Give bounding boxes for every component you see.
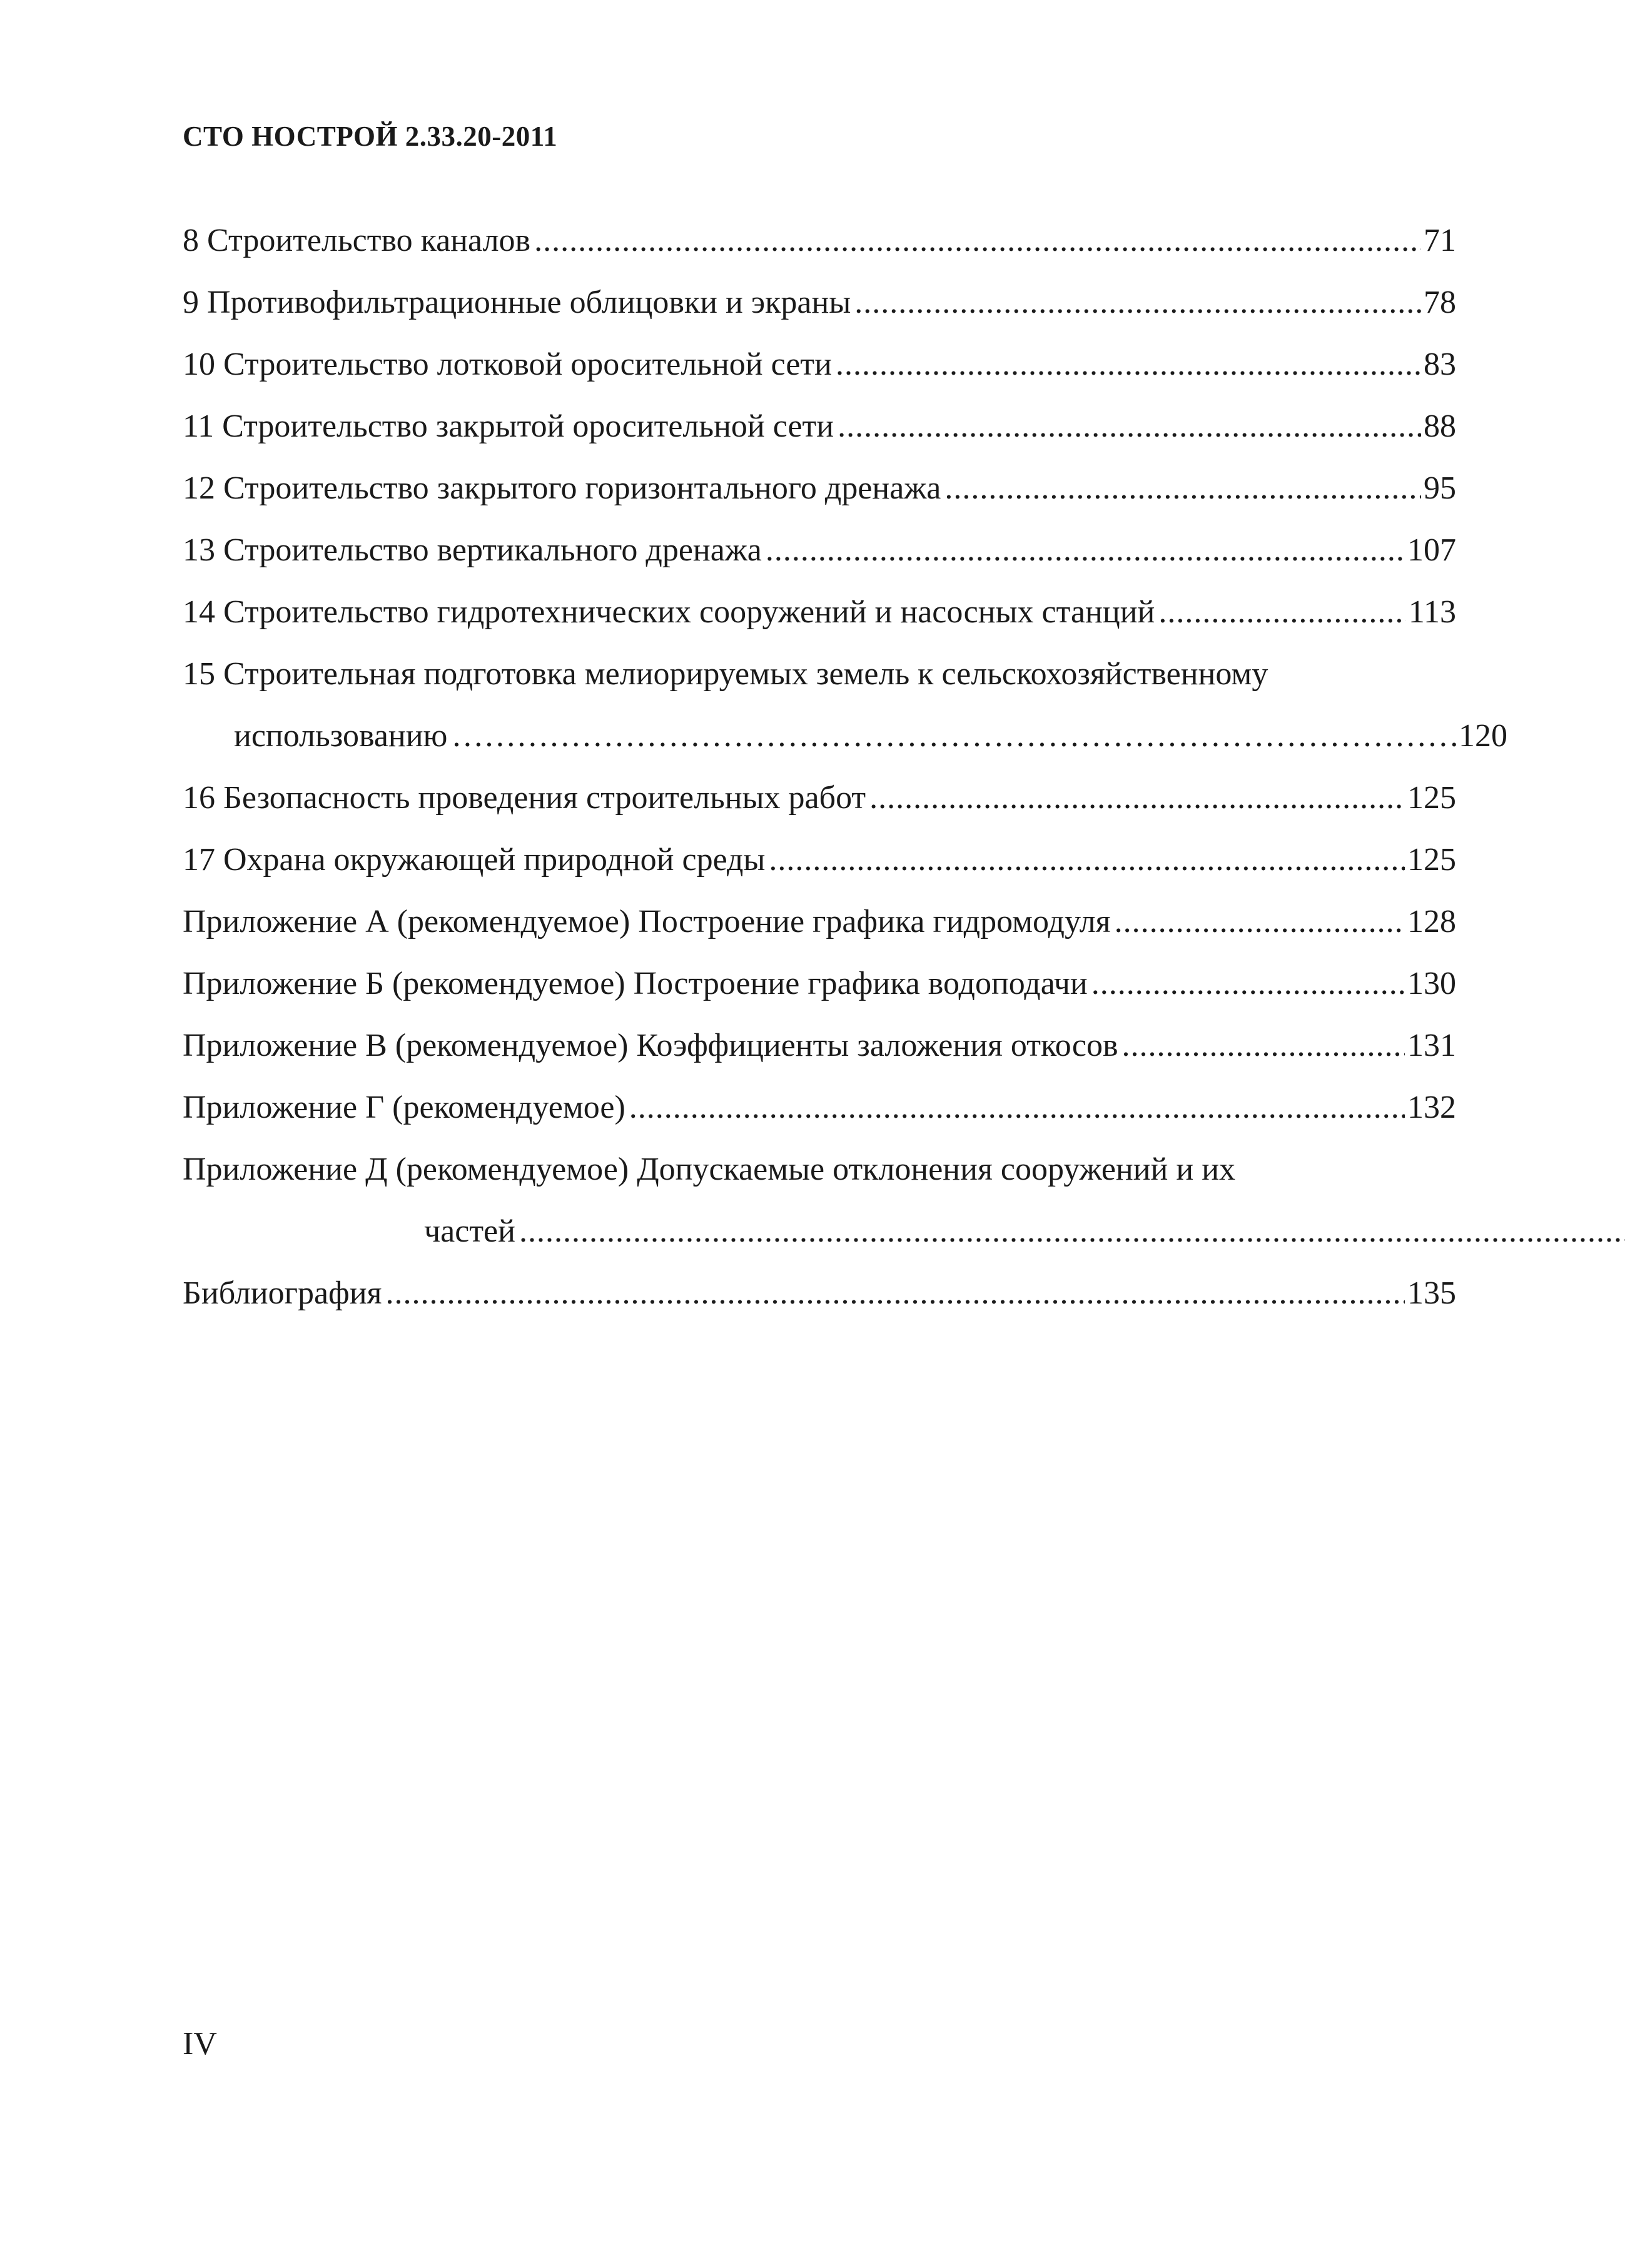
toc-entry[interactable] (183, 519, 1456, 581)
toc-entry-title: Приложение Г (рекомендуемое) (183, 1090, 625, 1125)
toc-entry-title: 17 Охрана окружающей природной среды (183, 842, 766, 878)
toc-entry-title: Приложение В (рекомендуемое) Коэффициенты заложения откосов (183, 1028, 1118, 1063)
toc-leader-dots (854, 271, 1421, 333)
toc-entry-title-line1: Приложение Д (рекомендуемое) Допускаемые отклонения сооружений и их (183, 1152, 1236, 1187)
toc-entry-title: Библиография (183, 1275, 382, 1311)
toc-entry[interactable] (183, 457, 1456, 519)
toc-entry[interactable] (183, 1262, 1456, 1324)
toc-entry[interactable] (183, 581, 1456, 643)
toc-entry[interactable] (183, 395, 1456, 457)
toc-entry-page: 88 (1424, 408, 1456, 444)
toc-entry-page: 95 (1424, 470, 1456, 506)
toc-entry-page: 125 (1407, 842, 1456, 878)
toc-leader-dots (838, 395, 1421, 457)
toc-leader-dots (1122, 1015, 1405, 1076)
toc-entry-title-line2: использованию (234, 718, 448, 754)
toc-leader-dots (534, 210, 1421, 271)
toc-entry-title: 14 Строительство гидротехнических сооружений и насосных станций (183, 594, 1155, 630)
toc-entry-title-line1: 15 Строительная подготовка мелиорируемых земель к сельскохозяйственному (183, 656, 1268, 692)
toc-entry-title: Приложение А (рекомендуемое) Построение графика гидромодуля (183, 904, 1111, 939)
toc-entry-continuation[interactable] (183, 705, 1507, 767)
toc-entry[interactable] (183, 333, 1456, 395)
toc-entry-title: 10 Строительство лотковой оросительной сети (183, 347, 832, 382)
document-code-header: СТО НОСТРОЙ 2.33.20-2011 (183, 121, 558, 152)
table-of-contents (183, 210, 1507, 1324)
toc-leader-dots (1158, 581, 1406, 643)
toc-entry[interactable] (183, 767, 1456, 829)
toc-leader-dots (1115, 891, 1405, 953)
toc-entry-title: 13 Строительство вертикального дренажа (183, 532, 762, 568)
toc-entry-continuation[interactable] (183, 1200, 1456, 1262)
toc-entry-title-line2: частей (424, 1213, 515, 1249)
toc-leader-dots (836, 333, 1421, 395)
toc-entry[interactable] (183, 953, 1456, 1015)
toc-entry-page: 128 (1407, 904, 1456, 939)
toc-entry-multiline[interactable] (183, 1138, 1456, 1200)
toc-entry[interactable] (183, 271, 1456, 333)
toc-leader-dots (451, 705, 1456, 767)
toc-leader-dots (944, 457, 1421, 519)
page-number: IV (183, 2026, 217, 2062)
toc-entry-page: 78 (1424, 285, 1456, 320)
toc-entry-page: 125 (1407, 780, 1456, 816)
toc-entry-title: 16 Безопасность проведения строительных работ (183, 780, 866, 816)
toc-leader-dots (385, 1262, 1405, 1324)
toc-entry[interactable] (183, 891, 1456, 953)
toc-entry-page: 113 (1408, 594, 1456, 630)
toc-leader-dots (629, 1076, 1405, 1138)
toc-leader-dots (769, 829, 1405, 891)
toc-entry-page: 132 (1407, 1090, 1456, 1125)
toc-entry-multiline[interactable] (183, 643, 1456, 705)
toc-entry-page: 83 (1424, 347, 1456, 382)
toc-entry-title: 8 Строительство каналов (183, 223, 531, 258)
toc-entry-page: 107 (1407, 532, 1456, 568)
toc-entry[interactable] (183, 829, 1456, 891)
toc-entry-title: 11 Строительство закрытой оросительной сети (183, 408, 834, 444)
toc-leader-dots (1091, 953, 1405, 1015)
toc-entry-page: 131 (1407, 1028, 1456, 1063)
toc-leader-dots (869, 767, 1405, 829)
toc-entry-title: 12 Строительство закрытого горизонтального дренажа (183, 470, 941, 506)
toc-entry[interactable] (183, 210, 1456, 271)
toc-entry-page: 135 (1407, 1275, 1456, 1311)
toc-entry-page: 71 (1424, 223, 1456, 258)
toc-entry[interactable] (183, 1015, 1456, 1076)
toc-entry-title: Приложение Б (рекомендуемое) Построение графика водоподачи (183, 966, 1088, 1001)
toc-entry[interactable] (183, 1076, 1456, 1138)
toc-leader-dots (519, 1200, 1625, 1262)
toc-entry-page: 130 (1407, 966, 1456, 1001)
toc-entry-title: 9 Противофильтрационные облицовки и экраны (183, 285, 851, 320)
toc-leader-dots (766, 519, 1405, 581)
toc-entry-page: 120 (1459, 718, 1507, 754)
